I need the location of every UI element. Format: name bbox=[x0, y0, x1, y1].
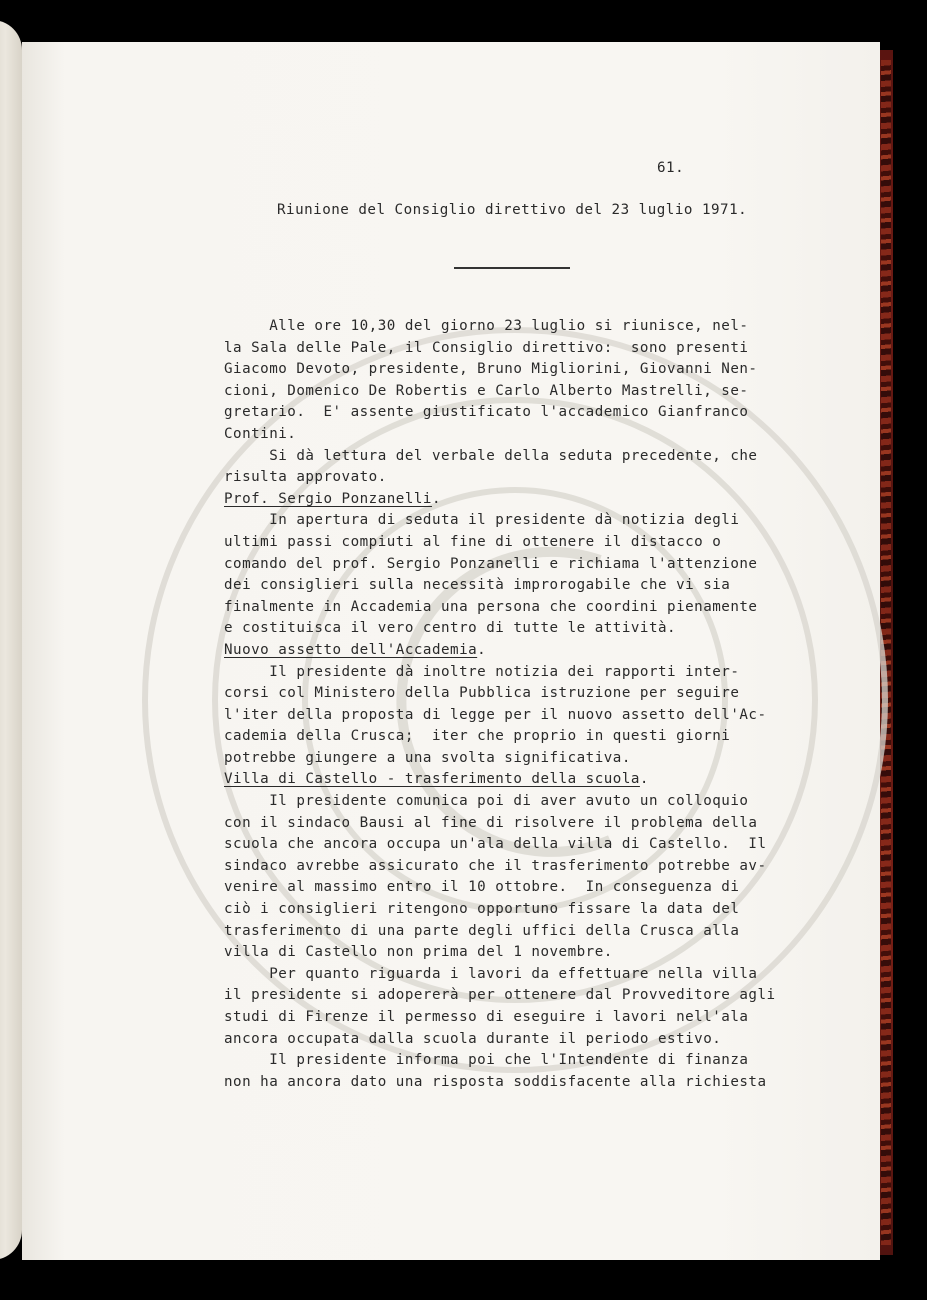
section-heading bbox=[224, 489, 776, 511]
text-line: Contini. bbox=[224, 425, 297, 442]
text-line: ancora occupata dalla scuola durante il periodo estivo. bbox=[224, 1030, 722, 1047]
text-line: villa di Castello non prima del 1 novembre. bbox=[224, 944, 613, 961]
text-line: ultimi passi compiuti al fine di ottenere il distacco o bbox=[224, 533, 722, 550]
page-number: 61. bbox=[657, 160, 685, 176]
section-heading-punctuation: . bbox=[477, 641, 487, 658]
section-heading-punctuation: . bbox=[639, 771, 649, 788]
title-rule bbox=[454, 267, 570, 269]
text-line: scuola che ancora occupa un'ala della villa di Castello. Il bbox=[224, 836, 767, 853]
text-line: la Sala delle Pale, il Consiglio direttivo: sono presenti bbox=[224, 339, 749, 356]
section-heading bbox=[224, 769, 776, 791]
text-line: cioni, Domenico De Robertis e Carlo Alberto Mastrelli, se- bbox=[224, 382, 749, 399]
text-line: finalmente in Accademia una persona che coordini pienamente bbox=[224, 598, 758, 615]
text-line: studi di Firenze il permesso di eseguire i lavori nell'ala bbox=[224, 1009, 749, 1025]
text-line: venire al massimo entro il 10 ottobre. In conseguenza di bbox=[224, 879, 740, 896]
text-line: risulta approvato. bbox=[224, 469, 387, 486]
text-line: dei consiglieri sulla necessità improrogabile che vi sia bbox=[224, 577, 731, 594]
text-line: Il presidente dà inoltre notizia dei rapporti inter- bbox=[224, 663, 740, 680]
text-line: In apertura di seduta il presidente dà notizia degli bbox=[224, 512, 740, 529]
text-line: comando del prof. Sergio Ponzanelli e richiama l'attenzione bbox=[224, 555, 758, 572]
document-body bbox=[224, 316, 776, 1093]
document-title: Riunione del Consiglio direttivo del 23 luglio 1971. bbox=[277, 202, 748, 218]
left-page-edge bbox=[0, 20, 22, 1260]
section-heading-text: Villa di Castello - trasferimento della scuola bbox=[224, 771, 640, 788]
text-line: Il presidente comunica poi di aver avuto un colloquio bbox=[224, 793, 749, 810]
text-line: trasferimento di una parte degli uffici della Crusca alla bbox=[224, 922, 740, 939]
text-line: corsi col Ministero della Pubblica istruzione per seguire bbox=[224, 685, 740, 702]
text-line: e costituisca il vero centro di tutte le attività. bbox=[224, 620, 677, 637]
text-line: sindaco avrebbe assicurato che il trasferimento potrebbe av- bbox=[224, 857, 767, 874]
section-heading-text: Prof. Sergio Ponzanelli bbox=[224, 490, 432, 507]
text-line: il presidente si adopererà per ottenere dal Provveditore agli bbox=[224, 987, 776, 1004]
text-line: l'iter della proposta di legge per il nuovo assetto dell'Ac- bbox=[224, 706, 767, 723]
text-line: non ha ancora dato una risposta soddisfacente alla richiesta bbox=[224, 1073, 767, 1090]
text-line: Si dà lettura del verbale della seduta precedente, che bbox=[224, 447, 758, 464]
text-line: Il presidente informa poi che l'Intendente di finanza bbox=[224, 1052, 749, 1069]
text-line: Alle ore 10,30 del giorno 23 luglio si riunisce, nel- bbox=[224, 318, 749, 334]
text-line: gretario. E' assente giustificato l'accademico Gianfranco bbox=[224, 404, 749, 421]
text-line: ciò i consiglieri ritengono opportuno fissare la data del bbox=[224, 901, 740, 918]
marbled-endpaper-edge bbox=[881, 60, 891, 1245]
text-line: Per quanto riguarda i lavori da effettuare nella villa bbox=[224, 965, 758, 982]
section-heading-punctuation: . bbox=[431, 490, 442, 507]
section-heading bbox=[224, 640, 776, 662]
text-line: potrebbe giungere a una svolta significativa. bbox=[224, 749, 631, 766]
text-line: Giacomo Devoto, presidente, Bruno Migliorini, Giovanni Nen- bbox=[224, 361, 758, 378]
text-line: cademia della Crusca; iter che proprio in questi giorni bbox=[224, 728, 731, 745]
text-line: con il sindaco Bausi al fine di risolvere il problema della bbox=[224, 814, 758, 831]
section-heading-text: Nuovo assetto dell'Accademia bbox=[224, 641, 478, 658]
